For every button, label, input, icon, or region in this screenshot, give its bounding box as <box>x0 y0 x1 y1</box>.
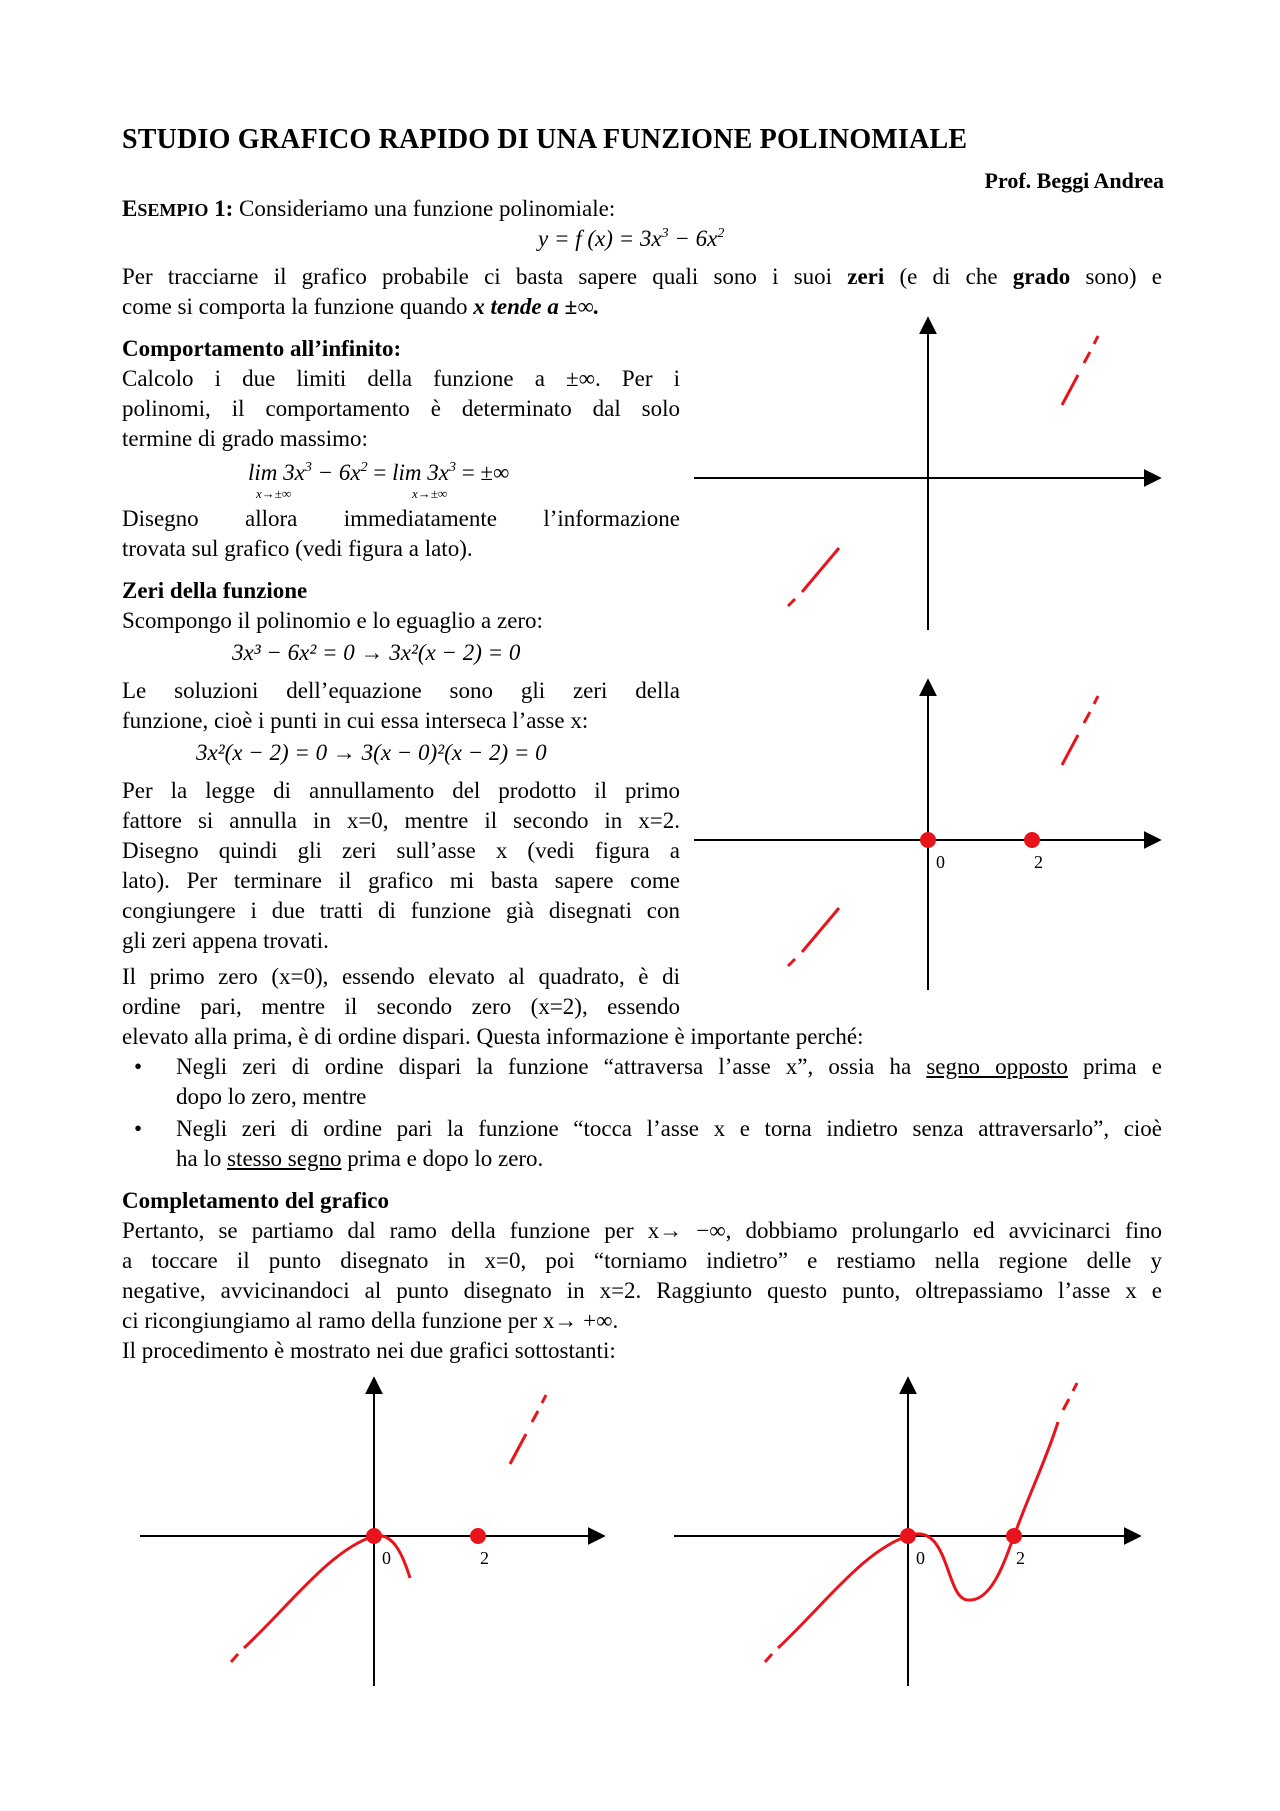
zeros-line: Le soluzioni dell’equazione sono gli zeri della <box>122 678 680 703</box>
infinity-after-line: trovata sul grafico (vedi figura a lato). <box>122 536 473 561</box>
intro-line-2: come si comporta la funzione quando x tende a ±∞. <box>122 294 600 319</box>
zero-point-2 <box>470 1528 486 1544</box>
bullet-2-line-1: Negli zeri di ordine pari la funzione “tocca l’asse x e torna indietro senza attraversarlo”, cioè <box>176 1116 1162 1141</box>
branch-plus-infinity-dash <box>1094 696 1098 704</box>
branch-plus-infinity-dash <box>532 1411 538 1422</box>
infinity-after-line: Disegno allora immediatamente l’informazione <box>122 506 680 531</box>
branch-plus-infinity-dash <box>1084 352 1090 363</box>
example-label-num: 1: <box>214 196 234 221</box>
zeros-line: funzione, cioè i punti in cui essa interseca l’asse x: <box>122 708 589 733</box>
infinity-heading: Comportamento all’infinito: <box>122 336 402 361</box>
limit-formula: $\lim 3x^3 - 6x^2 = \lim 3x^3$ = ±∞ <box>248 460 510 485</box>
infinity-line: termine di grado massimo: <box>122 426 368 451</box>
branch-plus-infinity-dash <box>542 1395 546 1403</box>
branch-plus-infinity-dash <box>1063 1399 1069 1410</box>
infinity-line: Calcolo i due limiti della funzione a ±∞. Per i <box>122 366 680 391</box>
graph-partial <box>140 1378 604 1686</box>
page-title: STUDIO GRAFICO RAPIDO DI UNA FUNZIONE POLINOMIALE <box>122 124 968 155</box>
completion-line: negative, avvicinandoci al punto disegnato in x=2. Raggiunto questo punto, oltrepassiamo l’asse x e <box>122 1278 1162 1303</box>
branch-minus-infinity-dash <box>765 1654 772 1662</box>
zeros-equation-2: 3x²(x − 2) = 0 → 3(x − 0)²(x − 2) = 0 <box>196 740 547 765</box>
example-label-rest: SEMPIO <box>137 200 209 220</box>
bullet-marker: • <box>134 1116 143 1141</box>
example-label-first: E <box>122 196 138 221</box>
example-intro-text: Consideriamo una funzione polinomiale: <box>239 196 616 221</box>
zeros-equation-1: 3x³ − 6x² = 0 → 3x²(x − 2) = 0 <box>232 640 521 665</box>
limit-sub-2: x→±∞ <box>412 486 448 501</box>
author: Prof. Beggi Andrea <box>984 168 1164 193</box>
branch-minus-infinity <box>802 908 839 952</box>
zeros-heading: Zeri della funzione <box>122 578 308 603</box>
zeros-line: elevato alla prima, è di ordine dispari. Questa informazione è importante perché: <box>122 1024 864 1049</box>
graph-complete <box>674 1378 1140 1686</box>
zeros-line: Scompongo il polinomio e lo eguaglio a zero: <box>122 608 543 633</box>
main-formula: y = f $(x) = 3x^3 - 6x^2$ <box>538 226 725 251</box>
zeros-line: Per la legge di annullamento del prodotto il primo <box>122 778 680 803</box>
branch-minus-infinity-dash <box>788 599 795 606</box>
branch-plus-infinity <box>1062 375 1078 405</box>
infinity-line: polinomi, il comportamento è determinato dal solo <box>122 396 680 421</box>
branch-plus-infinity <box>510 1434 526 1464</box>
branch-plus-infinity-dash <box>1073 1383 1077 1391</box>
zero-point-0 <box>920 832 936 848</box>
branch-minus-infinity-dash <box>231 1654 238 1662</box>
tick-label-2: 2 <box>1034 852 1043 872</box>
zeros-line: Disegno quindi gli zeri sull’asse x (vedi figura a <box>122 838 680 863</box>
branch-plus-infinity <box>1062 735 1078 765</box>
bullet-1-line-1: Negli zeri di ordine dispari la funzione “attraversa l’asse x”, ossia ha segno opposto prima e <box>176 1054 1162 1079</box>
zero-point-2 <box>1024 832 1040 848</box>
tick-label-0: 0 <box>382 1548 391 1568</box>
bullet-1-line-2: dopo lo zero, mentre <box>176 1084 367 1109</box>
tick-label-2: 2 <box>1016 1548 1025 1568</box>
branch-minus-infinity <box>802 548 839 592</box>
bullet-2-line-2: ha lo stesso segno prima e dopo lo zero. <box>176 1146 544 1171</box>
zeros-line: congiungere i due tratti di funzione già disegnati con <box>122 898 680 923</box>
tick-label-0: 0 <box>936 852 945 872</box>
tick-label-2: 2 <box>480 1548 489 1568</box>
zero-point-2 <box>1006 1528 1022 1544</box>
graph-zeros <box>694 680 1160 990</box>
completion-line: Il procedimento è mostrato nei due grafici sottostanti: <box>122 1338 616 1363</box>
zeros-line: ordine pari, mentre il secondo zero (x=2), essendo <box>122 994 680 1019</box>
completion-line: Pertanto, se partiamo dal ramo della funzione per x→ −∞, dobbiamo prolungarlo ed avvicinarci fino <box>122 1218 1162 1243</box>
completion-heading: Completamento del grafico <box>122 1188 389 1213</box>
branch-minus-infinity-dash <box>788 959 795 966</box>
completion-line: a toccare il punto disegnato in x=0, poi “torniamo indietro” e restiamo nella regione delle y <box>122 1248 1162 1273</box>
bullet-marker: • <box>134 1054 143 1079</box>
intro-line-1: Per tracciarne il grafico probabile ci basta sapere quali sono i suoi zeri (e di che grado sono) e <box>122 264 1162 289</box>
branch-plus-infinity-dash <box>1084 712 1090 723</box>
branch-plus-infinity-dash <box>1094 336 1098 344</box>
completion-line: ci ricongiungiamo al ramo della funzione per x→ +∞. <box>122 1308 619 1333</box>
limit-sub-1: x→±∞ <box>256 486 292 501</box>
zeros-line: lato). Per terminare il grafico mi basta sapere come <box>122 868 680 893</box>
zeros-line: gli zeri appena trovati. <box>122 928 329 953</box>
graph-infinity <box>694 318 1160 630</box>
zeros-line: fattore si annulla in x=0, mentre il secondo in x=2. <box>122 808 680 833</box>
zeros-line: Il primo zero (x=0), essendo elevato al quadrato, è di <box>122 964 680 989</box>
zero-point-0 <box>900 1528 916 1544</box>
tick-label-0: 0 <box>916 1548 925 1568</box>
zero-point-0 <box>366 1528 382 1544</box>
